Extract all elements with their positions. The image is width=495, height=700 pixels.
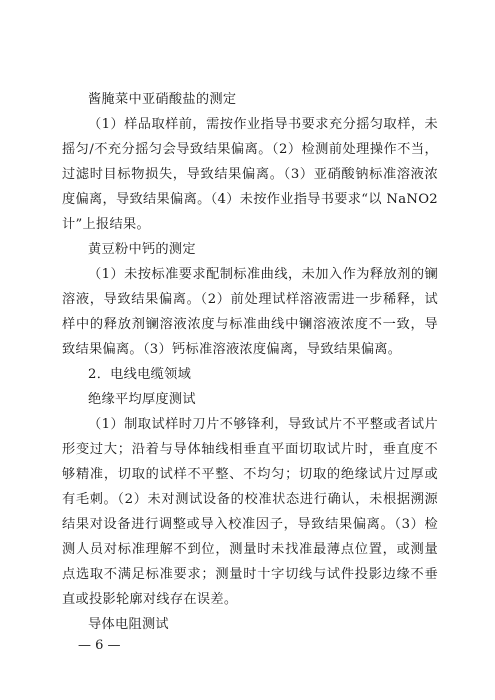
section-heading-insulation: 绝缘平均厚度测试 (88, 392, 196, 407)
section-heading-resistance: 导体电阻测试 (88, 617, 169, 632)
paragraph-nitrite: （1）样品取样前，需按作业指导书要求充分摇匀取样，未摇匀/不充分摇匀会导致结果偏离。（2）检测前处理操作不当，过滤时目标物损失，导致结果偏离。（3）亚硝酸钠标准溶液浓度偏离，导致结果偏离。（4）未按作业指导书要求“以 NaNO2 计”上报结果。 (62, 117, 438, 232)
section-heading-cable: 2．电线电缆领域 (88, 367, 192, 382)
document-body (62, 87, 438, 637)
section-heading-nitrite: 酱腌菜中亚硝酸盐的测定 (88, 92, 237, 107)
section-heading-calcium: 黄豆粉中钙的测定 (88, 242, 196, 257)
page-number: — 6 — (78, 638, 121, 653)
paragraph-calcium: （1）未按标准要求配制标准曲线，未加入作为释放剂的镧溶液，导致结果偏离。（2）前处理试样溶液需进一步稀释，试样中的释放剂镧溶液浓度与标准曲线中镧溶液浓度不一致，导致结果偏离。（3）钙标准溶液浓度偏离，导致结果偏离。 (62, 267, 438, 357)
paragraph-insulation: （1）制取试样时刀片不够锋利，导致试片不平整或者试片形变过大；沿着与导体轴线相垂直平面切取试片时，垂直度不够精准，切取的试样不平整、不均匀；切取的绝缘试片过厚或有毛刺。（2）未对测试设备的校准状态进行确认，未根据溯源结果对设备进行调整或导入校准因子，导致结果偏离。（3）检测人员对标准理解不到位，测量时未找准最薄点位置，或测量点选取不满足标准要求；测量时十字切线与试件投影边缘不垂直或投影轮廓对线存在误差。 (62, 417, 438, 607)
